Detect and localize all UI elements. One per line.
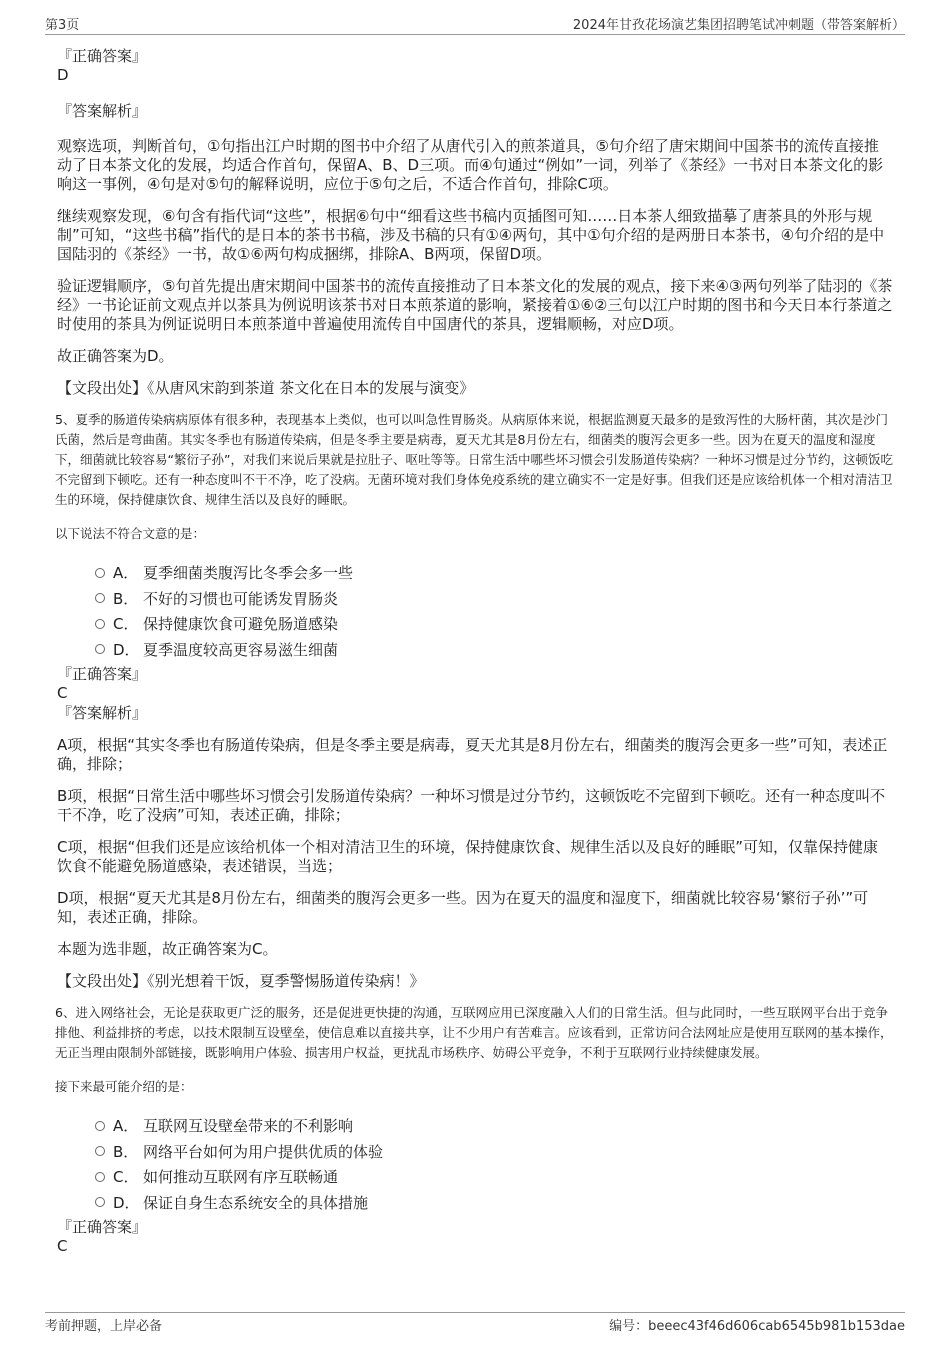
document-title: 2024年甘孜花场演艺集团招聘笔试冲刺题（带答案解析） — [572, 18, 905, 33]
q6-option-d[interactable]: D． 保证自身生态系统安全的具体措施 — [95, 1190, 893, 1216]
page-footer — [45, 1312, 905, 1335]
q5-analysis-b: B项，根据“日常生活中哪些坏习惯会引发肠道传染病？一种坏习惯是过分节约，这顿饭吃不完留到下顿吃。还有一种态度叫不干不净，吃了没病”可知，表述正确，排除； — [57, 787, 886, 824]
q4-source: 【文段出处】《从唐风宋韵到茶道 茶文化在日本的发展与演变》 — [57, 379, 475, 397]
q5-source: 【文段出处】《别光想着干饭，夏季警惕肠道传染病！》 — [57, 972, 425, 990]
radio-icon[interactable] — [95, 1121, 105, 1131]
page-header — [45, 12, 905, 35]
q5-question: 以下说法不符合文意的是： — [55, 526, 206, 541]
q4-analysis-label: 『答案解析』 — [57, 102, 148, 120]
radio-icon[interactable] — [95, 1197, 105, 1207]
q5-option-d[interactable]: D． 夏季温度较高更容易滋生细菌 — [95, 637, 893, 663]
q5-analysis-d: D项，根据“夏天尤其是8月份左右，细菌类的腹泻会更多一些。因为在夏天的温度和湿度下，细菌就比较容易‘繁衍子孙’”可知，表述正确，排除。 — [57, 889, 869, 926]
q4-analysis-1: 观察选项，判断首句，①句指出江户时期的图书中介绍了从唐代引入的煎茶道具，⑤句介绍了唐宋期间中国茶书的流传直接推动了日本茶文化的发展，均适合作首句，保留A、B、D三项。而④句通过“例如”一词，列举了《茶经》一书对日本茶文化的影响这一事例，④句是对⑤句的解释说明，应位于⑤句之后，不适合作首句，排除C项。 — [57, 137, 884, 193]
radio-icon[interactable] — [95, 619, 105, 629]
q6-option-c[interactable]: C． 如何推动互联网有序互联畅通 — [95, 1164, 893, 1190]
q6-answer-label: 『正确答案』 — [57, 1218, 148, 1236]
radio-icon[interactable] — [95, 568, 105, 578]
q4-analysis-4: 故正确答案为D。 — [57, 347, 174, 365]
radio-icon[interactable] — [95, 593, 105, 603]
radio-icon[interactable] — [95, 1172, 105, 1182]
q5-analysis-a: A项，根据“其实冬季也有肠道传染病，但是冬季主要是病毒，夏天尤其是8月份左右，细菌类的腹泻会更多一些”可知，表述正确，排除； — [57, 736, 888, 773]
q6-option-a[interactable]: A． 互联网互设壁垒带来的不利影响 — [95, 1113, 893, 1139]
page-number: 第3页 — [45, 18, 80, 33]
q5-analysis-conclusion: 本题为选非题，故正确答案为C。 — [57, 940, 278, 958]
document-body — [57, 47, 893, 1256]
q4-answer-label: 『正确答案』 — [57, 47, 148, 65]
q5-answer-label: 『正确答案』 — [57, 665, 148, 683]
q6-options — [57, 1113, 893, 1215]
q5-analysis-label: 『答案解析』 — [57, 704, 148, 722]
q4-answer: D — [57, 66, 69, 84]
q6-option-b[interactable]: B． 网络平台如何为用户提供优质的体验 — [95, 1139, 893, 1165]
q5-analysis-c: C项，根据“但我们还是应该给机体一个相对清洁卫生的环境，保持健康饮食、规律生活以及良好的睡眠”可知，仅靠保持健康饮食不能避免肠道感染，表述错误，当选； — [57, 838, 879, 875]
document-code: 编号：beeec43f46d606cab6545b981b153dae — [609, 1319, 905, 1334]
q5-option-b[interactable]: B． 不好的习惯也可能诱发胃肠炎 — [95, 586, 893, 612]
q6-question: 接下来最可能介绍的是： — [55, 1079, 193, 1094]
q6-answer: C — [57, 1237, 68, 1255]
q5-option-a[interactable]: A． 夏季细菌类腹泻比冬季会多一些 — [95, 560, 893, 586]
q5-answer: C — [57, 684, 68, 702]
q5-options — [57, 560, 893, 662]
radio-icon[interactable] — [95, 644, 105, 654]
q6-stem: 6、进入网络社会，无论是获取更广泛的服务，还是促进更快捷的沟通，互联网应用已深度融入人们的日常生活。但与此同时，一些互联网平台出于竞争排他、利益排挤的考虑，以技术限制互设壁垒，使信息难以直接共享，让不少用户有苦难言。应该看到，正常访问合法网址应是使用互联网的基本操作，无正当理由限制外部链接，既影响用户体验、损害用户权益，更扰乱市场秩序、妨碍公平竞争，不利于互联网行业持续健康发展。 — [55, 1005, 893, 1060]
radio-icon[interactable] — [95, 1146, 105, 1156]
q4-analysis-3: 验证逻辑顺序，⑤句首先提出唐宋期间中国茶书的流传直接推动了日本茶文化的发展的观点，接下来④③两句列举了陆羽的《茶经》一书论证前文观点并以茶具为例说明该茶书对日本煎茶道的影响，紧接着①⑥②三句以江户时期的图书和今天日本行茶道之时使用的茶具为例证说明日本煎茶道中普遍使用流传自中国唐代的茶具，逻辑顺畅，对应D项。 — [57, 277, 893, 333]
q5-option-c[interactable]: C． 保持健康饮食可避免肠道感染 — [95, 611, 893, 637]
q4-analysis-2: 继续观察发现，⑥句含有指代词“这些”，根据⑥句中“细看这些书稿内页插图可知……日本茶人细致描摹了唐茶具的外形与规制”可知，“这些书稿”指代的是日本的茶书书稿，涉及书稿的只有①④两句，其中①句介绍的是两册日本茶书，④句介绍的是中国陆羽的《茶经》一书，故①⑥两句构成捆绑，排除A、B两项，保留D项。 — [57, 207, 885, 263]
q5-stem: 5、夏季的肠道传染病病原体有很多种，表现基本上类似，也可以叫急性胃肠炎。从病原体来说，根据监测夏天最多的是致泻性的大肠杆菌，其次是沙门氏菌，然后是弯曲菌。其实冬季也有肠道传染病，但是冬季主要是病毒，夏天尤其是8月份左右，细菌类的腹泻会更多一些。因为在夏天的温度和湿度下，细菌就比较容易“繁衍子孙”，对我们来说后果就是拉肚子、呕吐等等。日常生活中哪些坏习惯会引发肠道传染病？一种坏习惯是过分节约，这顿饭吃不完留到下顿吃。还有一种态度叫不干不净，吃了没病。无菌环境对我们身体免疫系统的建立确实不一定是好事。但我们还是应该给机体一个相对清洁卫生的环境，保持健康饮食、规律生活以及良好的睡眠。 — [55, 412, 893, 507]
footer-slogan: 考前押题，上岸必备 — [45, 1319, 163, 1334]
